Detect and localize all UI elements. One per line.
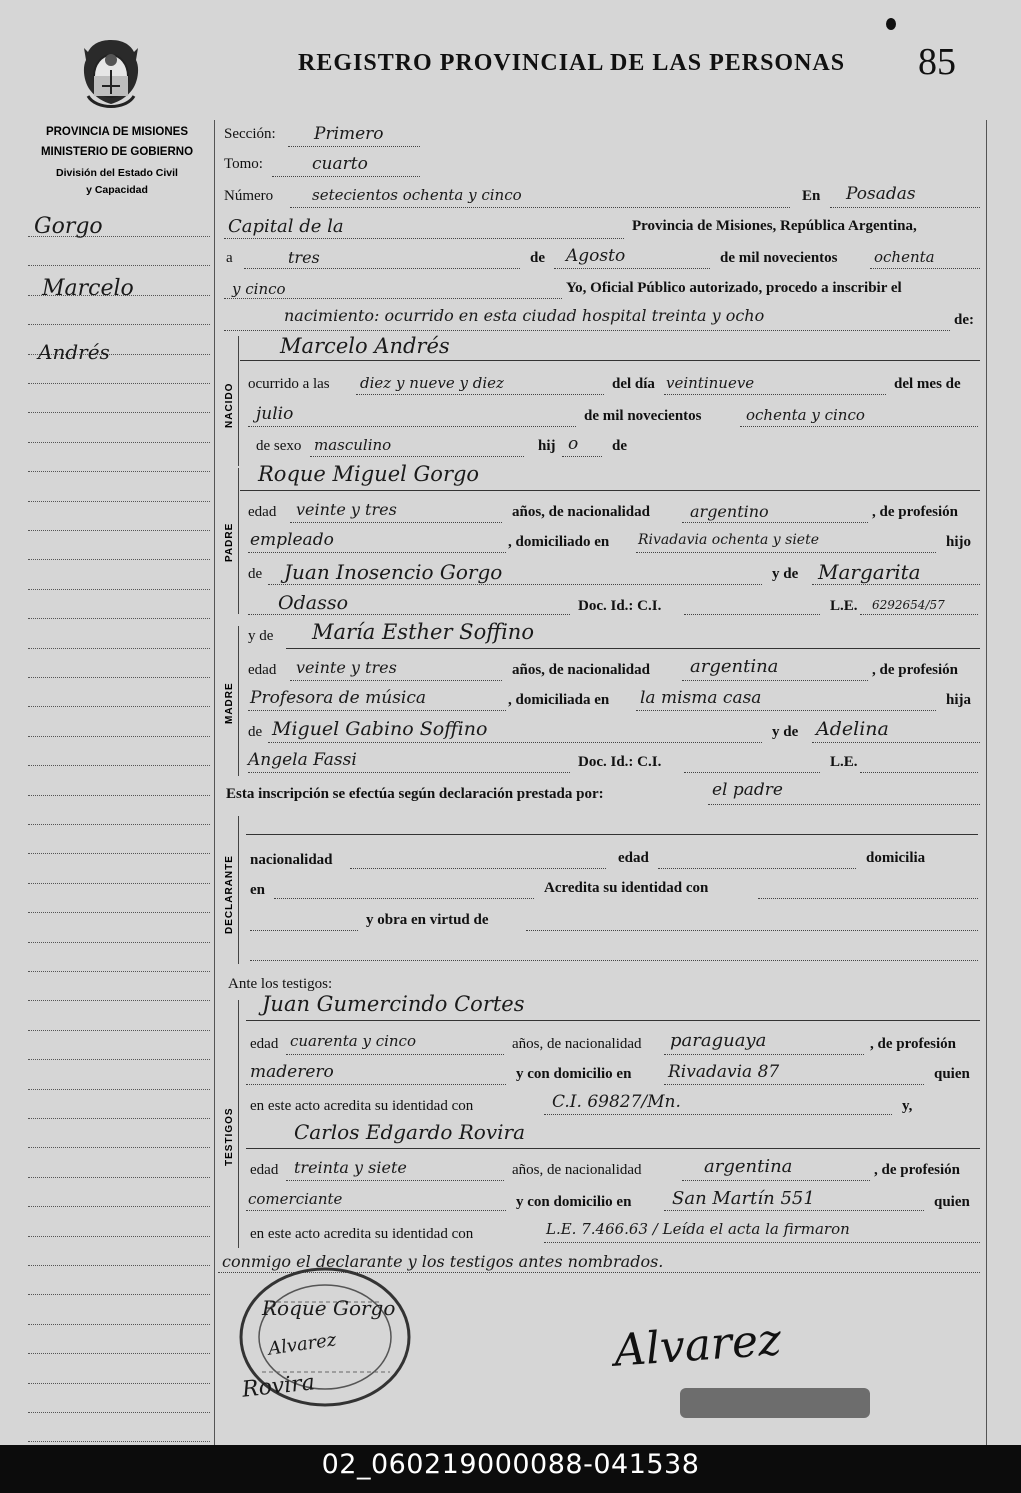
margin-line [28, 883, 210, 884]
madre-edad-label: edad [248, 662, 277, 678]
nacido-de-label: de [612, 438, 627, 454]
padre-madre-value-2: Odasso [278, 592, 349, 614]
madre-le-label: L.E. [830, 754, 858, 770]
t1-nac-line [664, 1054, 864, 1055]
declarante-en-line [274, 898, 534, 899]
a-label: a [226, 250, 233, 266]
right-border [986, 120, 987, 1445]
padre-yde-label: y de [772, 566, 799, 582]
sexo-line [310, 456, 524, 457]
hijo-value: o [568, 434, 579, 454]
closing-text: conmigo el declarante y los testigos antes nombrados. [222, 1252, 664, 1271]
day-line [244, 268, 520, 269]
madre-padre-value: Miguel Gabino Soffino [272, 718, 488, 740]
declarante-acredita-line [758, 898, 978, 899]
t1-nac-label: años, de nacionalidad [512, 1036, 642, 1052]
hijo-line [562, 456, 602, 457]
punch-hole-mark [886, 18, 896, 30]
declaracion-value: el padre [712, 780, 783, 800]
issuer-ministry: MINISTERIO DE GOBIERNO [40, 146, 194, 158]
margin-line [28, 265, 210, 266]
anio-value: ochenta y cinco [746, 406, 865, 424]
padre-padre-line [268, 584, 762, 585]
seccion-label: Sección: [224, 126, 276, 142]
testigos-intro: Ante los testigos: [228, 976, 333, 992]
madre-nac-label: años, de nacionalidad [512, 662, 650, 678]
margin-line [28, 1030, 210, 1031]
padre-madre-value-1: Margarita [818, 560, 921, 584]
madre-edad-value: veinte y tres [296, 658, 397, 677]
declarante-obra-line [526, 930, 978, 931]
issuer-division: División del Estado Civil [56, 167, 178, 179]
margin-line [28, 1353, 210, 1354]
declarante-obra-prefix-line [250, 930, 358, 931]
t1-prof-value: maderero [250, 1062, 334, 1082]
madre-doc-line [684, 772, 820, 773]
t1-name: Juan Gumercindo Cortes [262, 992, 525, 1016]
margin-line [28, 1147, 210, 1148]
dia-line [664, 394, 886, 395]
madre-madre-line-2 [248, 772, 570, 773]
t2-dom-line [664, 1210, 924, 1211]
margin-line [28, 383, 210, 384]
margin-line [28, 1000, 210, 1001]
madre-edad-line [290, 680, 502, 681]
signature-alvarez: Alvarez [266, 1329, 338, 1360]
declarante-edad-line [658, 868, 856, 869]
madre-hija-label: hija [946, 692, 972, 708]
madre-doc-label: Doc. Id.: C.I. [578, 754, 662, 770]
t2-nac-value: argentina [704, 1156, 793, 1177]
madre-nac-value: argentina [690, 656, 779, 677]
t1-edad-value: cuarenta y cinco [290, 1032, 416, 1050]
seccion-value: Primero [314, 124, 384, 144]
margin-line [28, 501, 210, 502]
padre-edad-label: edad [248, 504, 277, 520]
padre-dom-label: , domiciliado en [508, 534, 610, 550]
padre-prof-value: empleado [250, 530, 334, 550]
t2-dom-value: San Martín 551 [672, 1188, 815, 1209]
margin-line [28, 1059, 210, 1060]
declarante-dom-label: domicilia [866, 850, 926, 866]
numero-value: setecientos ochenta y cinco [312, 186, 522, 204]
numero-label: Número [224, 188, 274, 204]
margin-line [28, 942, 210, 943]
margin-line [28, 1441, 210, 1442]
margin-line [28, 471, 210, 472]
official-name-stamp [680, 1388, 870, 1418]
madre-prof-label: , de profesión [872, 662, 958, 678]
t1-dom-value: Rivadavia 87 [668, 1062, 780, 1082]
t1-edad-line [286, 1054, 504, 1055]
padre-prof-label: , de profesión [872, 504, 958, 520]
padre-dom-line [636, 552, 936, 553]
declarante-nac-label: nacionalidad [250, 852, 333, 868]
margin-line [28, 1089, 210, 1090]
margin-line [28, 442, 210, 443]
madre-nac-line [682, 680, 868, 681]
margin-line [28, 912, 210, 913]
padre-doc-label: Doc. Id.: C.I. [578, 598, 662, 614]
province-text: Provincia de Misiones, República Argentina, [632, 218, 917, 234]
madre-padre-line [268, 742, 762, 743]
t1-prof-label: , de profesión [870, 1036, 956, 1052]
margin-line [28, 677, 210, 678]
signature-rovira: Rovira [240, 1370, 317, 1403]
de-label: de [530, 250, 545, 266]
padre-padre-value: Juan Inosencio Gorgo [284, 560, 503, 584]
official-signature: Alvarez [612, 1314, 783, 1377]
year-value-1: ochenta [874, 248, 935, 266]
t1-prof-line [246, 1084, 506, 1085]
declaracion-text: Esta inscripción se efectúa según declaración prestada por: [226, 786, 604, 802]
margin-line [28, 412, 210, 413]
padre-madre-line [812, 584, 980, 585]
t2-doc-value: L.E. 7.466.63 / Leída el acta la firmaron [546, 1220, 850, 1238]
t2-doc-line [544, 1242, 980, 1243]
padre-madre-line-2 [248, 614, 570, 615]
declarante-section-label: DECLARANTE [224, 855, 235, 934]
madre-name-line [286, 648, 980, 649]
margin-line [28, 765, 210, 766]
margin-line [28, 736, 210, 737]
declaracion-line [708, 804, 980, 805]
testigos-section-label: TESTIGOS [224, 1107, 235, 1166]
margin-middle-name: Andrés [38, 340, 110, 364]
declarante-en-label: en [250, 882, 265, 898]
mes-value: julio [256, 404, 294, 424]
issuer-capacity: y Capacidad [86, 184, 148, 196]
t1-doc-line [544, 1114, 892, 1115]
mes-label: del mes de [894, 376, 961, 392]
declarante-nac-line [350, 868, 606, 869]
tomo-value: cuarto [312, 154, 368, 174]
page-title: REGISTRO PROVINCIAL DE LAS PERSONAS [298, 50, 846, 76]
madre-prof-line [248, 710, 506, 711]
margin-line [28, 618, 210, 619]
sexo-label: de sexo [256, 438, 302, 454]
margin-first-name: Marcelo [42, 276, 134, 301]
margin-line [28, 1206, 210, 1207]
padre-de-label: de [248, 566, 263, 582]
madre-prof-value: Profesora de música [250, 688, 427, 708]
dia-label: del día [612, 376, 655, 392]
nacido-name-line [240, 360, 980, 361]
madre-dom-value: la misma casa [640, 688, 762, 708]
madre-madre-value-2: Angela Fassi [248, 750, 357, 770]
t2-dom-label: y con domicilio en [516, 1194, 632, 1210]
madre-de-label: de [248, 724, 263, 740]
month-value: Agosto [566, 246, 626, 266]
margin-line [28, 971, 210, 972]
margin-line [28, 589, 210, 590]
margin-line [28, 1383, 210, 1384]
padre-nac-value: argentino [690, 502, 769, 521]
margin-line [28, 853, 210, 854]
de-colon: de: [954, 312, 974, 328]
hijo-label: hij [538, 438, 556, 454]
t2-prof-value: comerciante [248, 1190, 343, 1208]
madre-section-label: MADRE [224, 682, 235, 724]
t2-edad-value: treinta y siete [294, 1158, 407, 1177]
event-value: nacimiento: ocurrido en esta ciudad hospital treinta y ocho [284, 306, 765, 325]
year-value-2: y cinco [232, 280, 286, 298]
t2-acredita-label: en este acto acredita su identidad con [250, 1226, 474, 1242]
padre-le-value: 6292654/57 [872, 598, 945, 612]
margin-line [28, 559, 210, 560]
t1-name-line [246, 1020, 980, 1021]
t2-quien-label: quien [934, 1194, 970, 1210]
issuer-province: PROVINCIA DE MISIONES [45, 126, 189, 138]
mes-line [248, 426, 576, 427]
margin-line [28, 1294, 210, 1295]
tomo-line [272, 176, 420, 177]
nacido-section-label: NACIDO [224, 382, 235, 428]
margin-line [28, 824, 210, 825]
coat-of-arms-icon [80, 36, 142, 116]
padre-nac-label: años, de nacionalidad [512, 504, 650, 520]
sexo-value: masculino [314, 436, 392, 454]
madre-yde2-label: y de [772, 724, 799, 740]
day-value: tres [288, 248, 320, 267]
madre-bracket [238, 626, 239, 776]
en-line [830, 207, 980, 208]
anio-line [740, 426, 978, 427]
margin-line [28, 324, 210, 325]
year-line-2 [224, 298, 562, 299]
madre-dom-line [636, 710, 936, 711]
t2-nac-label: años, de nacionalidad [512, 1162, 642, 1178]
tomo-label: Tomo: [224, 156, 263, 172]
city-line [224, 238, 624, 239]
t2-prof-line [246, 1210, 506, 1211]
t2-name-line [246, 1148, 980, 1149]
madre-madre-line [812, 742, 980, 743]
padre-prof-line [248, 552, 506, 553]
margin-divider [214, 120, 215, 1445]
padre-hijo-label: hijo [946, 534, 972, 550]
padre-name: Roque Miguel Gorgo [258, 462, 480, 486]
margin-line [28, 1265, 210, 1266]
declarante-obra-label: y obra en virtud de [366, 912, 489, 928]
t1-dom-line [664, 1084, 924, 1085]
t1-edad-label: edad [250, 1036, 279, 1052]
year-line [870, 268, 980, 269]
t2-edad-label: edad [250, 1162, 279, 1178]
t2-nac-line [682, 1180, 870, 1181]
padre-doc-line [684, 614, 820, 615]
nacido-name: Marcelo Andrés [280, 334, 450, 358]
margin-line [28, 1118, 210, 1119]
padre-edad-value: veinte y tres [296, 500, 397, 519]
month-line [554, 268, 710, 269]
seccion-line [288, 146, 420, 147]
padre-le-line [860, 614, 978, 615]
dia-value: veintinueve [666, 374, 755, 392]
testigos-bracket [238, 1000, 239, 1248]
margin-line [28, 648, 210, 649]
numero-line [290, 207, 790, 208]
t2-name: Carlos Edgardo Rovira [294, 1120, 526, 1144]
padre-dom-value: Rivadavia ochenta y siete [638, 532, 819, 548]
t2-prof-label: , de profesión [874, 1162, 960, 1178]
t1-y-label: y, [902, 1098, 913, 1114]
en-label: En [802, 188, 821, 204]
padre-edad-line [290, 522, 502, 523]
margin-line [28, 795, 210, 796]
t1-doc-value: C.I. 69827/Mn. [552, 1092, 681, 1112]
signature-gorgo: Roque Gorgo [262, 1296, 396, 1320]
declarante-extra-line [250, 960, 978, 961]
margin-line [28, 1236, 210, 1237]
declarante-name-line [246, 834, 978, 835]
padre-section-label: PADRE [224, 522, 235, 562]
margin-line [28, 1412, 210, 1413]
t1-quien-label: quien [934, 1066, 970, 1082]
year-prefix: de mil novecientos [720, 250, 838, 266]
padre-bracket [238, 468, 239, 614]
declarante-bracket [238, 816, 239, 964]
margin-line [28, 1324, 210, 1325]
madre-dom-label: , domiciliada en [508, 692, 610, 708]
margin-surname: Gorgo [34, 214, 103, 239]
madre-name: María Esther Soffino [312, 620, 534, 644]
page-number: 85 [918, 41, 956, 83]
t2-edad-line [286, 1180, 504, 1181]
padre-name-line [240, 490, 980, 491]
yo-text: Yo, Oficial Público autorizado, procedo a inscribir el [566, 280, 902, 296]
madre-madre-value-1: Adelina [816, 718, 889, 740]
margin-line [28, 530, 210, 531]
hora-line [356, 394, 604, 395]
madre-le-line [860, 772, 978, 773]
en-value: Posadas [846, 184, 916, 204]
scan-id-footer: 02_060219000088-041538 [0, 1445, 1021, 1493]
madre-yde-label: y de [248, 628, 274, 644]
padre-nac-line [682, 522, 868, 523]
city-value: Capital de la [228, 216, 344, 237]
margin-line [28, 706, 210, 707]
declarante-acredita-label: Acredita su identidad con [544, 880, 709, 896]
anio-label: de mil novecientos [584, 408, 702, 424]
ocurrido-label: ocurrido a las [248, 376, 330, 392]
t1-nac-value: paraguaya [670, 1030, 767, 1051]
t1-acredita-label: en este acto acredita su identidad con [250, 1098, 474, 1114]
margin-line [28, 1177, 210, 1178]
hora-value: diez y nueve y diez [360, 374, 504, 392]
nacido-bracket [238, 336, 239, 466]
t1-dom-label: y con domicilio en [516, 1066, 632, 1082]
declarante-edad-label: edad [618, 850, 649, 866]
padre-le-label: L.E. [830, 598, 858, 614]
event-line [224, 330, 950, 331]
